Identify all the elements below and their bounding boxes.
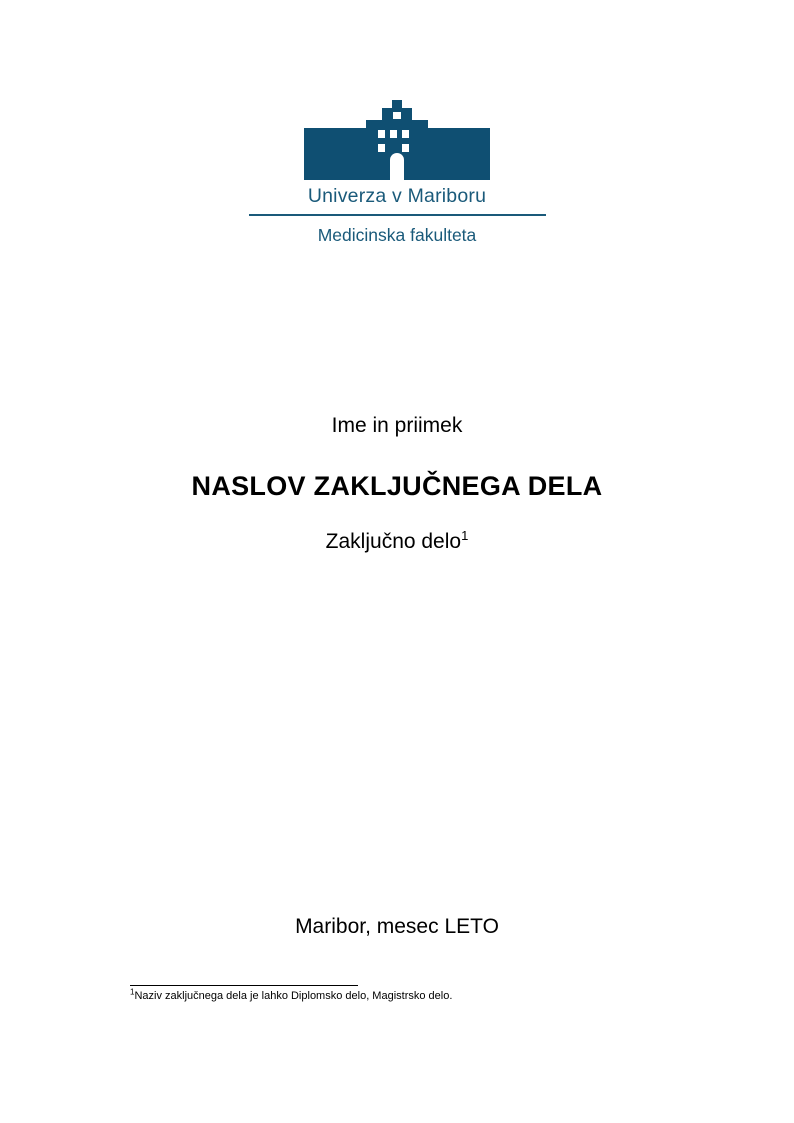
footnote-text-marker: 1 [130,987,135,997]
work-type-line [0,530,794,554]
page-title: NASLOV ZAKLJUČNEGA DELA [191,471,603,502]
logo-divider [249,214,546,216]
footnote-divider [130,985,358,986]
author-placeholder: Ime in priimek [331,414,463,437]
footnote-block [130,985,670,1004]
title-block [0,412,794,554]
logo-faculty-name: Medicinska fakulteta [317,224,477,245]
university-building-icon [304,100,490,180]
footnote-text-line [130,987,670,1004]
footnote-marker: 1 [461,528,469,544]
logo-university-name: Univerza v Mariboru [307,185,487,207]
work-type-label: Zaključno delo [325,530,462,554]
university-logo-block [0,100,794,245]
place-and-date: Maribor, mesec LETO [295,915,499,938]
footnote-text: Naziv zaključnega dela je lahko Diplomsko delo, Magistrsko delo. [134,990,453,1002]
